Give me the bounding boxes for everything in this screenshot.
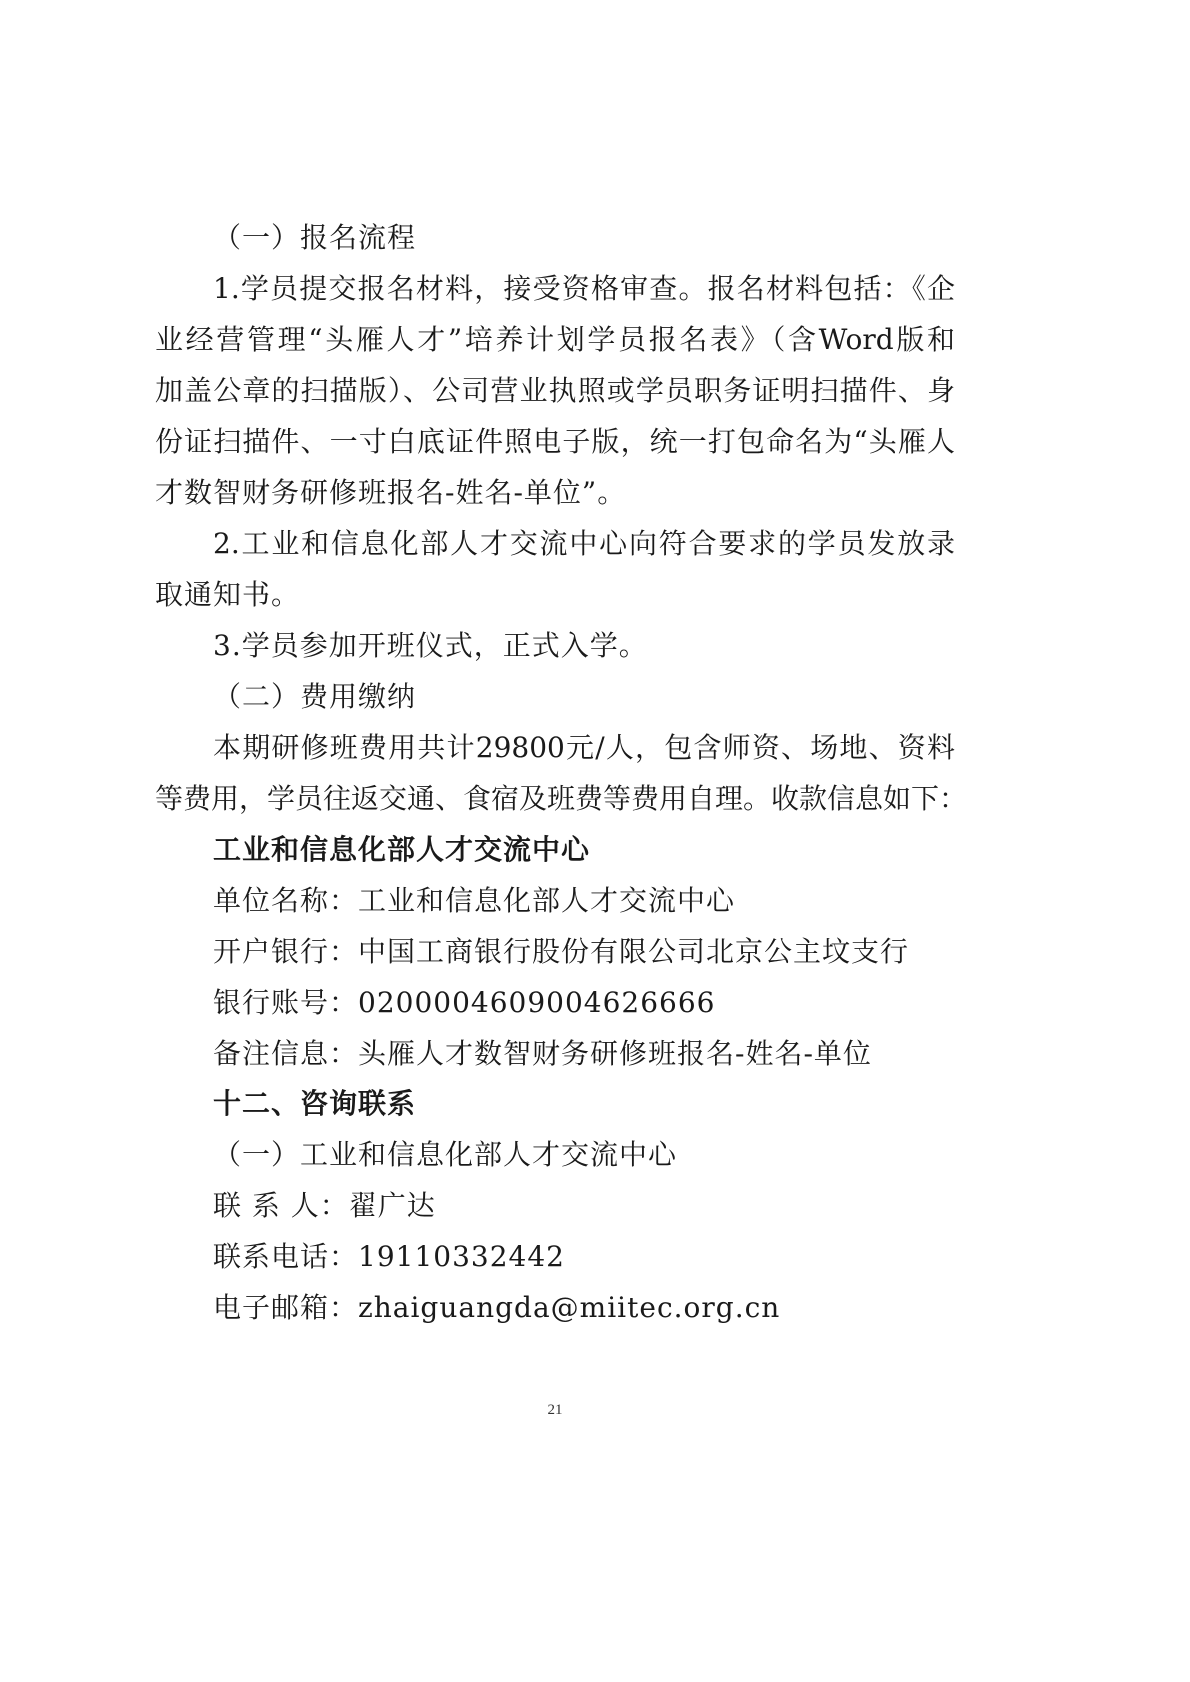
contact-email: 电子邮箱：zhaiguangda@miitec.org.cn (213, 1291, 781, 1324)
item2-line2: 取通知书。 (155, 578, 301, 611)
contact-org: （一）工业和信息化部人才交流中心 (213, 1138, 678, 1171)
bank-account: 银行账号：0200004609004626666 (213, 986, 716, 1019)
fees-heading: （二）费用缴纳 (213, 680, 417, 713)
unit-name: 单位名称：工业和信息化部人才交流中心 (213, 884, 736, 917)
bank-name: 开户银行：中国工商银行股份有限公司北京公主坟支行 (213, 935, 910, 968)
registration-heading: （一）报名流程 (213, 221, 417, 254)
item1-line4: 份证扫描件、一寸白底证件照电子版，统一打包命名为“头雁人 (155, 425, 955, 458)
item1-line5: 才数智财务研修班报名-姓名-单位”。 (155, 476, 627, 509)
payment-remark: 备注信息：头雁人才数智财务研修班报名-姓名-单位 (213, 1037, 872, 1070)
item1-line3: 加盖公章的扫描版）、公司营业执照或学员职务证明扫描件、身 (155, 374, 955, 407)
payee-title: 工业和信息化部人才交流中心 (213, 833, 591, 866)
fees-para-line2: 等费用，学员往返交通、食宿及班费等费用自理。收款信息如下： (155, 782, 968, 815)
contact-heading: 十二、咨询联系 (213, 1087, 417, 1120)
item2-line1: 2.工业和信息化部人才交流中心向符合要求的学员发放录 (213, 527, 955, 560)
fees-para-line1: 本期研修班费用共计29800元/人，包含师资、场地、资料 (213, 731, 955, 764)
item1-line2: 业经营管理“头雁人才”培养计划学员报名表》（含Word版和 (155, 323, 955, 356)
item1-line1: 1.学员提交报名材料，接受资格审查。报名材料包括：《企 (213, 272, 955, 305)
contact-person: 联 系 人：翟广达 (213, 1189, 436, 1222)
contact-phone: 联系电话：19110332442 (213, 1240, 565, 1273)
item3-text: 3.学员参加开班仪式，正式入学。 (213, 629, 648, 662)
page-number: 21 (547, 1402, 563, 1418)
